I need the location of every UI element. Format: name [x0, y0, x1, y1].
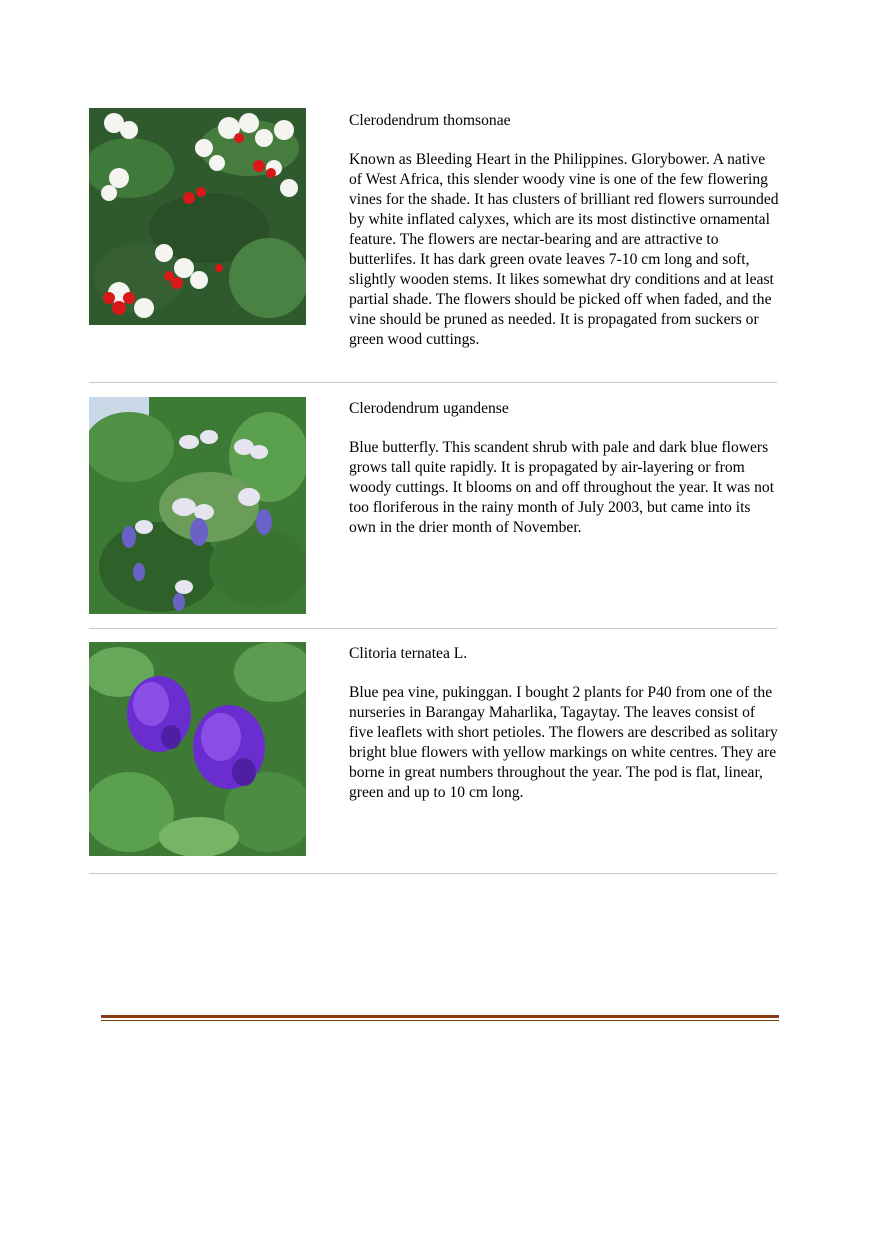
- footer-rule-thick: [101, 1015, 779, 1018]
- plant-description: Blue pea vine, pukinggan. I bought 2 plants for P40 from one of the nurseries in Barangay Maharlika, Tagaytay. The leaves consist of five leaflets with short petioles. The flowers are described as solitary bright blue flowers with yellow markings on white centres. They are borne in great numbers throughout the year. The pod is flat, linear, green and up to 10 cm long.: [349, 684, 778, 801]
- plant-photo-blue-butterfly: [89, 397, 306, 614]
- entry-divider: [89, 382, 777, 383]
- plant-entry-clerodendrum-ugandense: [89, 397, 777, 617]
- plant-name: Clerodendrum thomsonae: [349, 112, 511, 129]
- plant-name: Clitoria ternatea L.: [349, 645, 468, 662]
- plant-name: Clerodendrum ugandense: [349, 400, 509, 417]
- plant-photo-bleeding-heart: [89, 108, 306, 325]
- plant-description: Known as Bleeding Heart in the Philippines. Glorybower. A native of West Africa, this slender woody vine is one of the few flowering vines for the shade. It has clusters of brilliant red flowers surrounded by white inflated calyxes, which are its most distinctive ornamental feature. The flowers are nectar-bearing and are attractive to butterlifes. It has dark green ovate leaves 7-10 cm long and soft, slightly wooden stems. It likes somewhat dry conditions and at least partial shade. The flowers should be picked off when faded, and the vine should be pruned as needed. It is propagated from suckers or green wood cuttings.: [349, 151, 779, 348]
- plant-entry-clerodendrum-thomsonae: [89, 108, 777, 368]
- plant-text-block: [349, 111, 779, 350]
- entry-divider: [89, 873, 777, 874]
- plant-text-block: [349, 399, 779, 538]
- entry-divider: [89, 628, 777, 629]
- footer-rule-thin: [101, 1020, 779, 1021]
- plant-photo-blue-pea-vine: [89, 642, 306, 856]
- plant-description: Blue butterfly. This scandent shrub with pale and dark blue flowers grows tall quite rapidly. It is propagated by air-layering or from woody cuttings. It blooms on and off throughout the year. It was not too floriferous in the rainy month of July 2003, but came into its own in the drier month of November.: [349, 439, 775, 536]
- plant-entry-clitoria-ternatea: [89, 642, 777, 857]
- plant-text-block: [349, 644, 779, 803]
- footer-divider: [101, 1015, 779, 1021]
